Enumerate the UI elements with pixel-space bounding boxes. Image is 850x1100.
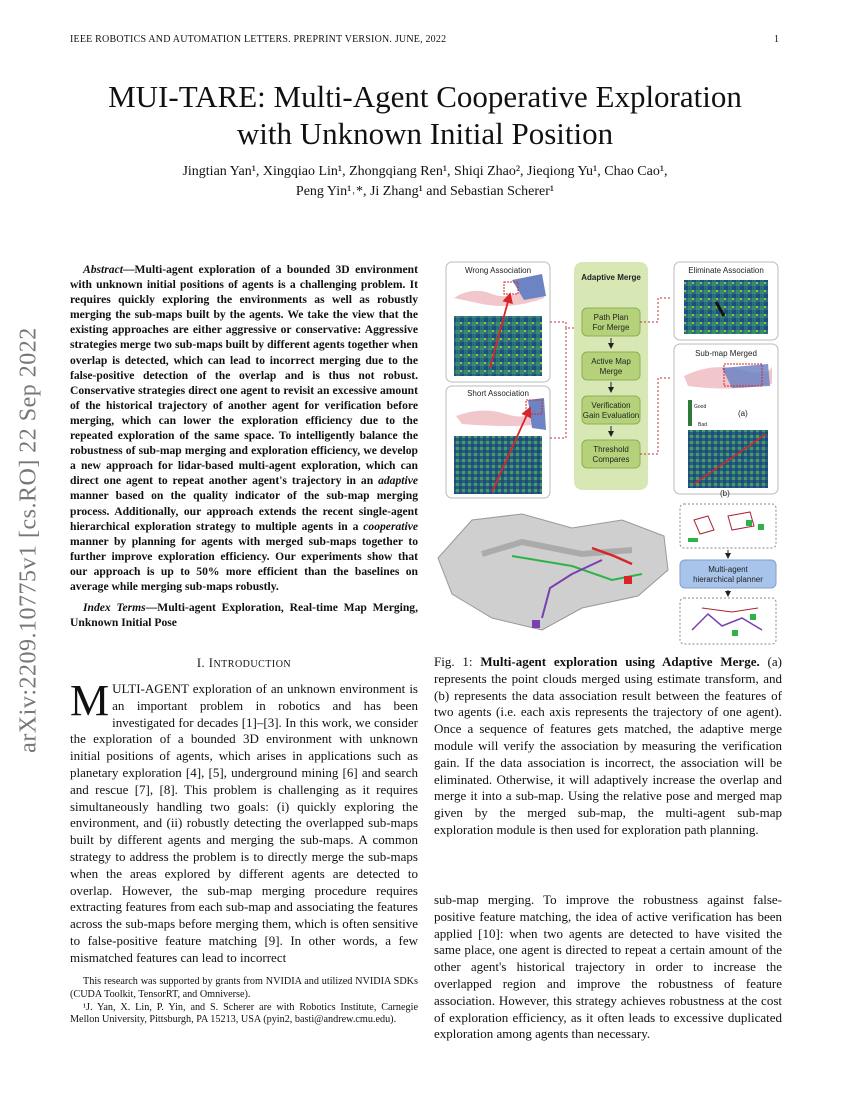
step-active-map-line2: Merge bbox=[599, 367, 623, 376]
caption-text: (a) represents the point clouds merged using estimate transform, and (b) represents the data association result between the features of two agents (i.e. each axis represents the trajectory of one agent). Once a sequence of features gets matched, the adaptive merge module will verify the association by measuring the verification gain. If the data association is incorrect, the association will be eliminated. Otherwise, it will adaptively increase the overlap and merge it into a sub-map. Using the relative pose and merged map given by the merged sub-map, the multi-agent sub-map exploration module is then used for exploration path planning. bbox=[434, 654, 782, 837]
index-terms-label: Index Terms bbox=[83, 601, 146, 614]
authors-line-2: Peng Yin¹˒*, Ji Zhang¹ and Sebastian Scherer¹ bbox=[295, 184, 555, 199]
submap-merged-label: Sub-map Merged bbox=[695, 349, 757, 358]
abstract-text-a: —Multi-agent exploration of a bounded 3D environment with unknown initial positions of agents is a challenging problem. It requires quickly exploring the environments as well as robustly merging the sub-maps built by the agents. We take the view that the existing approaches are either aggressive or conservative: Aggressive strategies merge two sub-maps built by different agents together when overlap is detected, which can lead to incorrect merging due to the false-positive detection of the overlap and is thus not robust. Conservative strategies direct one agent to revisit an excessive amount of the historical trajectory of another agent for verification before merging, which can lower the exploration efficiency due to the repeated exploration of the same space. To intelligently balance the robustness of sub-map merging and exploration efficiency, we develop a new approach for lidar-based multi-agent exploration, which can direct one agent to repeat another agent's trajectory in an bbox=[70, 263, 418, 488]
abstract-label: Abstract bbox=[83, 263, 123, 276]
footnotes bbox=[70, 976, 418, 1027]
connector-short bbox=[550, 328, 566, 438]
exploration-map bbox=[438, 514, 668, 630]
bad-label: Bad bbox=[698, 422, 707, 428]
eliminate-label: Eliminate Association bbox=[688, 266, 764, 275]
arxiv-stamp-text: arXiv:2209.10775v1 [cs.RO] 22 Sep 2022 bbox=[15, 327, 42, 753]
adaptive-merge-label: Adaptive Merge bbox=[581, 273, 641, 282]
planner-node-2 bbox=[758, 524, 764, 530]
step-threshold-line2: Compares bbox=[592, 455, 630, 464]
quality-bar bbox=[688, 400, 692, 426]
planner-out-node-2 bbox=[732, 630, 738, 636]
intro-text: exploration of an unknown environment is an important problem in robotics and has been investigated for decades [1]–[3]. In this work, we consider the exploration of a bounded 3D environment with unknown initial positions of agents, which arises in applications such as planetary exploration [4], [5], underground mining [6] and search and rescue [7], [8]. This problem is challenging as it requires simultaneously handling two goals: (i) quickly exploring the environment, and (ii) robustly detecting the overlapped sub-maps built by different agents and merging the sub-maps. A common strategy to address the problem is to directly merge the sub-maps when the areas explored by different agents are detected to overlap. However, the sub-map merging procedure requires extracting features from each sub-map and associating the features across the sub-maps before merging them, which is often sensitive to false-positive feature matching [9]. In other words, a few mismatched features can lead to incorrect bbox=[70, 681, 418, 965]
planner-node-1 bbox=[746, 520, 752, 526]
step-verification-line2: Gain Evaluation bbox=[582, 411, 640, 420]
short-association-label: Short Association bbox=[467, 389, 529, 398]
abstract-text-b: manner based on the quality indicator of the sub-map merging process. Additionally, our approach extends the recent single-agent hierarchical exploration strategy to multiple agents in a bbox=[70, 489, 418, 533]
connector-wrong bbox=[550, 322, 574, 328]
section-number: I. bbox=[196, 656, 206, 670]
caption-bold: Multi-agent exploration using Adaptive Merge. bbox=[480, 654, 760, 669]
step-threshold-line1: Threshold bbox=[593, 445, 629, 454]
planner-out-node-1 bbox=[750, 614, 756, 620]
authors-line-1: Jingtian Yan¹, Xingqiao Lin¹, Zhongqiang Ren¹, Shiqi Zhao², Jieqiong Yu¹, Chao Cao¹, bbox=[182, 164, 668, 179]
intro-paragraph bbox=[70, 676, 418, 967]
intro-dropcap: M bbox=[70, 676, 110, 725]
footnote-affiliation: ¹J. Yan, X. Lin, P. Yin, and S. Scherer are with Robotics Institute, Carnegie Mellon University, Pittsburgh, PA 15213, USA (pyin2, basti@andrew.cmu.edu). bbox=[70, 1001, 418, 1026]
planner-line2: hierarchical planner bbox=[693, 575, 763, 584]
page-number: 1 bbox=[774, 34, 779, 45]
paper-title bbox=[40, 78, 810, 152]
abstract bbox=[70, 262, 418, 594]
running-header: IEEE ROBOTICS AND AUTOMATION LETTERS. PREPRINT VERSION. JUNE, 2022 bbox=[70, 34, 447, 45]
section-title-rest: NTRODUCTION bbox=[213, 659, 292, 670]
title-line-2: with Unknown Initial Position bbox=[236, 116, 614, 151]
footnote-funding: This research was supported by grants from NVIDIA and utilized NVIDIA SDKs (CUDA Toolkit, TensorRT, and Omniverse). bbox=[70, 976, 418, 1000]
abstract-em-adaptive: adaptive bbox=[378, 474, 418, 488]
section-heading bbox=[70, 656, 418, 671]
eliminate-heatmap bbox=[684, 280, 768, 334]
step-verification-line1: Verification bbox=[591, 401, 631, 410]
planner-line1: Multi-agent bbox=[708, 565, 748, 574]
figure-caption bbox=[434, 654, 782, 839]
planner-output-panel bbox=[680, 598, 776, 644]
author-list bbox=[70, 162, 780, 202]
index-terms bbox=[70, 600, 418, 630]
abstract-em-cooperative: cooperative bbox=[363, 519, 418, 533]
intro-lead-caps: ULTI-AGENT bbox=[112, 681, 189, 696]
arxiv-stamp bbox=[4, 290, 54, 790]
wrong-association-label: Wrong Association bbox=[464, 266, 532, 275]
section-title-first: I bbox=[208, 656, 214, 670]
step-path-plan-line2: For Merge bbox=[592, 323, 630, 332]
agent-red bbox=[624, 576, 632, 584]
good-label: Good bbox=[694, 404, 707, 410]
step-path-plan-line1: Path Plan bbox=[593, 313, 629, 322]
short-heatmap bbox=[454, 436, 542, 494]
column2-paragraph: sub-map merging. To improve the robustness against false-positive feature matching, the idea of active verification has been applied [10]: when two agents are detected to have visited the same place, one agent is directed to repeat a certain amount of the other agent's historical trajectory in order to increase the overlapped region and improve the robustness of feature association. However, this strategy achieves robustness at the cost of exploration efficiency, as it often leads to excessive duplicated exploration among agents than necessary. bbox=[434, 892, 782, 1042]
agent-purple bbox=[532, 620, 540, 628]
wrong-heatmap bbox=[454, 316, 542, 376]
figure-1 bbox=[432, 258, 784, 648]
abstract-text-c: manner by planning for agents with merged sub-maps together to further improve exploration efficiency. Our experiments show that our approach is up to 50% more efficient than the baselines on average while merging sub-maps robustly. bbox=[70, 534, 418, 593]
label-b: (b) bbox=[720, 489, 730, 498]
step-active-map-line1: Active Map bbox=[591, 357, 631, 366]
title-line-1: MUI-TARE: Multi-Agent Cooperative Exploration bbox=[108, 79, 742, 114]
caption-label: Fig. 1: bbox=[434, 654, 481, 669]
label-a: (a) bbox=[738, 409, 748, 418]
figure-1-diagram bbox=[432, 258, 784, 648]
index-terms-text: —Multi-agent Exploration, Real-time Map Merging, Unknown Initial Pose bbox=[70, 601, 418, 630]
planner-node-3 bbox=[688, 538, 698, 542]
